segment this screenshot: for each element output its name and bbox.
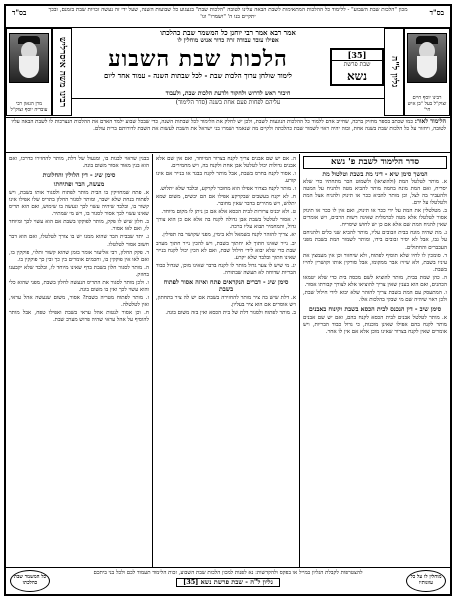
page-title: הלכות שבת השבוע — [108, 46, 288, 72]
section-heading: סימן שיג - דברים הנקראים פתח ואיזה אסור לפתוח בשבת — [163, 278, 289, 293]
footer — [6, 567, 450, 594]
intro-text: כמו שכתב בספר מחזיק ברכה, שחייב אדם ללמוד כל ההלכות הנוגעות לשבת, ולכן יש לחלק את הלימוד לכל שבתות השנה, כדי שבכל שבוע ילמד האדם את ההלכות הנצרכות לו לשבת הבאה עליו לטובה, ויחזור על כל הלכות שבת בשנה אחת, ובזה יהיה ראוי לשמור שבת כהלכתה ולקיים מה שנאמר ושמרו בני ישראל את השבת לעשות את השבת לדורותם ברית עולם. — [11, 119, 446, 132]
study-order-subheading: המשך סימן שיא - דיני מת בשבת וטלטול מת — [322, 171, 428, 179]
footer-text: להצטרפות לקבלת הגליון במייל או בפקס ולהקדשות: נא לפנות למכון הלכות שבת השבוע, זכות הלימוד תעמוד לכם ולכל בני ביתכם — [93, 570, 363, 576]
paragraph: ה. אם יש שם אבנים צריך לקנח בצרור המיוחד, ואם אין שם אלא אבנים גדולות יכול לטלטל אבן אחת ולקנח בה, ויש מחמירים. — [156, 156, 296, 170]
issue-number: [35] — [332, 50, 382, 61]
paragraph: ח. וכן אסור לנטות אהל עראי בשבת ואפילו טפח, אבל מותר להוסיף על אהל עראי שהיה פרוש מערב שבת. — [9, 309, 149, 323]
seal-stamp-right: מוחלין לו על כל עוונותיו — [406, 570, 446, 592]
footer-issue-strip: גליון ל"ה - שבת פרשת נשא [35] — [176, 578, 280, 587]
paragraph: ד. פקק החלון, רבי אליעזר אומר בזמן שהוא קשור ותלוי, פוקקין בו, ואם לאו אין פוקקין בו, וחכמים אומרים בין כך ובין כך פוקקין בו. — [9, 249, 149, 263]
paragraph: ז. מותר לקנח בצרור אפילו הוא מחובר לקרקע, ובלבד שלא יתלוש. — [159, 186, 296, 193]
paragraph: א. פתח שמחזיקין בו הבית מותר לפתוח ולסגור אותו בשבת, ויש לפתוח בנחת שלא ישבר, ומותר לסגור החלון בתריס שלו אפילו אינו קשור בו, ובלבד שיהיה עשוי לכך ונעשה בו שימוש, ואם הוא תריס שאינו עשוי לכך אסור לסגור בו, ויש מי שמתיר. — [9, 190, 149, 218]
paragraph: ב. חלון שיש לו פקק, מותר לפוקקו בשבת אם הוא עשוי לכך ומיוחד לו, ואם לאו אסור. — [9, 219, 149, 233]
paragraph: ה. כהן שמת בבית, מותר להוציא לשם מכסה בית כדי שלא יטמאו הכהנים, ואם הוא בענין שאין צריך להוציאו אלא לצורך קבורתו אסור. — [303, 274, 447, 288]
header-line4: עליהם לפחות פעם אחת בשנה (סדר הלימוד) — [72, 98, 384, 107]
header-line3: חיבור ראש לדרוש ולחקור ולדעת הלכות שבת, ולעבוד — [165, 90, 291, 97]
paragraph: ט. ולא יכניס צרורות לבית הכסא אלא אם כן ניתן לו מקום מיוחד. — [161, 209, 296, 216]
section-heading: סימן שיב - דין הנכנס לבית הכסא בשבת וקינוח באבנים — [308, 305, 442, 313]
paragraph: ו. המתעסק עם המת בשבת צריך להזהר שלא יבוא לידי חילול שבת, ולכן ראוי שיהיה שם מי שבקי בהלכות אלו. — [303, 289, 447, 303]
text-columns — [6, 154, 450, 568]
paragraph: ב. מותר לפתוח ולסגור דלת של בית הכסא ואין בזה משום בונה. — [165, 309, 296, 316]
top-bar-text: מכון "הלכות שבת השבוע" - ללימוד כל ההלכות המתאימות לשבת הבאה עלינו לטובה "הלכות שבת" בגעגוע כל שבועות השנה, שעל ידי זה נעשה זכויות שבת בזמנם, ובכך יתקיים בנו ה' "ושמרו" וגו' — [48, 7, 408, 20]
intro-box — [6, 117, 450, 153]
paragraph: יג. מי שיש לו צער גדול מותר לו לקנח בדבר שאינו מוכן, שגדול כבוד הבריות שדוחה לא תעשה שבתורה. — [156, 262, 296, 276]
rabbi-portrait-right — [407, 33, 447, 83]
portrait-caption-right: רבינו יוסף חיים זצוק"ל בעל "בן איש חי" — [407, 95, 447, 113]
column-middle — [152, 154, 300, 568]
intro-heading: הלימוד לאור: — [414, 118, 446, 125]
newsletter-page — [4, 4, 452, 596]
top-bar — [6, 6, 450, 28]
bs-d-tag-left: בס"ד — [12, 8, 27, 17]
paragraph: א. מותר לטלטל אבנים לבית הכסא לקנח בהם, ואם יש שם אבנים מותר לקנח בהם אפילו שאינן מוכנות, כי גדול כבוד הבריות, ויש אומרים שאין לקנח בצרור שאינו מוכן אלא אם אין לו אחר. — [303, 314, 447, 336]
paragraph: בבנין שראוי לבנות בו, ומנעול של דלת, מותר להחזירו כדרכו, ואם הוא בנין מאוד אסור משום בונה. — [9, 156, 149, 170]
portrait-caption-left: מרן הגאון רבי עובדיה יוסף זצוק"ל — [10, 101, 48, 113]
bs-d-tag-right: בס"ד — [429, 8, 444, 17]
paragraph: א. מותר לטלטל המת (ולהוציאו) ולשמוט הכר מתחתיו כדי שלא יסריח, ואם המת מונח בחמה מותר להביא מטה ולהניח על המטה ולהעביר בה לצל, וכן מותר להביא ככר או תינוק ולהניח אצל המת ולטלטלו על ידם. — [303, 179, 447, 207]
paragraph: יב. נייר שאינו חתוך לא יחתוך בשבת, ויש להכין נייר חתוך מערב שבת כדי שלא יבוא לידי חילול שבת, ואם לא הכין יכול לקנח בנייר שאינו חתוך ובלבד שלא יקרע. — [156, 240, 296, 261]
column-left — [6, 154, 152, 568]
paragraph: ו. אסור לקנח בחרס בשבת, אבל מותר לקנח בבגד או בנייר אם אינו קורע. — [156, 171, 296, 185]
header-quote-line2: אפילו עובד עבודה זרה כדור אנוש מוחלין לו — [177, 37, 279, 44]
page-subtitle: לימוד שולחן ערוך הלכות שבת - לכל שבתות השנה - עמוד אחד ליום — [104, 71, 292, 80]
study-order-heading: סדר הלימוד לשבת פ' נשא — [303, 156, 447, 169]
masthead — [72, 28, 384, 116]
header-quote-line1: אמר רבא אמר רבי יוחנן כל המשמר שבת כהלכתו — [160, 28, 296, 37]
paragraph: ז. מותר לפתוח מטריה בשבת? אסור, משום שנעשה אהל עראי, ואין לטלטלה. — [9, 294, 149, 308]
seal-stamp-left: כל המשמר שבת כהלכתו — [10, 570, 50, 592]
issue-box — [330, 48, 384, 86]
portrait-panel-right — [404, 28, 450, 116]
parasha-label: שבת פרשת — [343, 61, 371, 68]
rabbi-name-banner: רבינו משה איסרליש — [52, 28, 72, 116]
portrait-panel-left — [6, 28, 52, 116]
issue-banner: גליון ל"ה — [384, 28, 404, 116]
paragraph: ג. יתד שבבית הבד שהוא ממנו יש בו צורך לטלטלו, ואם הוא דבר חשוב אסור לטלטלו. — [9, 234, 149, 248]
section-heading: סימן שיג - דין הלולין והחלונות — [42, 172, 116, 180]
paragraph: יא. צריך להזהר לקנח בשמאל ולא בימין, מפני שקושר בה תפילין. — [161, 232, 296, 239]
paragraph: ד. סומכין לו לחיו שלא תוסיף לפתוח, ולא שיחזור וכן אין מעמצין את עיניו בשבת, ולא שיזיז אבר ממקומו, אבל סורקין אותו וקושרין לחייו בשבת. — [303, 252, 447, 273]
paragraph: י. אסור לטלטל בשבת אבן גדולה לקנח בה אלא אם כן הוא צורך גדול, והמחמיר תבוא עליו ברכה. — [156, 217, 296, 231]
paragraph: ו. ולכן מותר לסגור את התריס הנעשה לחלון בשבת, מפני שהוא כלי והוא עשוי לכך ואין בו משום בונה. — [9, 279, 149, 293]
rabbi-portrait-left — [9, 33, 49, 83]
parasha-name: נשא — [346, 69, 368, 83]
section-subheading: מעשה, הבר ופתיחתו — [53, 181, 105, 189]
paragraph: ב. מטלטלין את המת על ידי ככר או תינוק, ואם אין לו ככר או תינוק אסור לטלטלו אלא מטה לכרמלית שאינה רשות הרבים, ויש אומרים שאין להניח המת שם אלא אם כן יש לחוש שיסריח. — [303, 208, 447, 229]
paragraph: א. דלת שיש בה ציר מותר להחזירה בשבת אם יש לה ציר בתחתון, ויש אוסרים אם הוא ציר בעליון. — [156, 294, 296, 308]
paragraph: ה. מותר לסגור חלון בשבת בדף שאינו מיוחד לו, ובלבד שלא יקבענו בחוזק. — [9, 264, 149, 278]
paragraph: ג. מת שהיה מונח בבית וזבובים עליו, מותר להביא שני כלים ולהניחם על גבו, אבל לא יסיר זבובים בידו, ומותר לשמור המת בשבת מפני העכברים והחתולים. — [303, 230, 447, 251]
paragraph: ח. לא יקנח בעשבים שבקרקע אפילו אם הם יבשים, משום שמא יתלוש, ויש מתירים בדבר שאין מחובר. — [156, 194, 296, 208]
column-right — [300, 154, 450, 568]
